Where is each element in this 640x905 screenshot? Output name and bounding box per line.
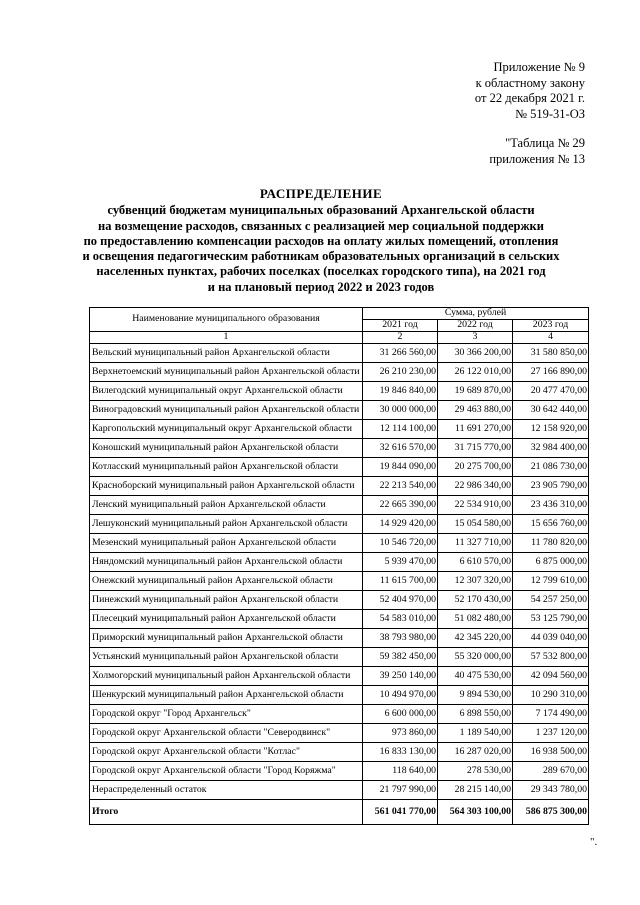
- heading-line-5: населенных пунктах, рабочих поселках (поселках городского типа), на 2021 год: [96, 264, 546, 279]
- cell-2023: 16 938 500,00: [513, 743, 589, 762]
- cell-2021: 26 210 230,00: [363, 363, 438, 382]
- cell-2023: 12 799 610,00: [513, 572, 589, 591]
- appendix-number: Приложение № 9: [493, 60, 585, 74]
- cell-2022: 28 215 140,00: [438, 781, 513, 800]
- cell-2021: 12 114 100,00: [363, 420, 438, 439]
- header-sum: Сумма, рублей: [363, 308, 589, 320]
- cell-name: Виноградовский муниципальный район Архангельской области: [90, 401, 363, 420]
- cell-name: Каргопольский муниципальный округ Архангельской области: [90, 420, 363, 439]
- cell-name: Шенкурский муниципальный район Архангельской области: [90, 686, 363, 705]
- cell-2023: 6 875 000,00: [513, 553, 589, 572]
- cell-2022: 278 530,00: [438, 762, 513, 781]
- table-row: [90, 515, 589, 534]
- cell-name: Плесецкий муниципальный район Архангельской области: [90, 610, 363, 629]
- document-title: РАСПРЕДЕЛЕНИЕ: [259, 186, 383, 201]
- cell-2022: 1 189 540,00: [438, 724, 513, 743]
- appendix-date: от 22 декабря 2021 г.: [474, 91, 585, 105]
- cell-2023: 30 642 440,00: [513, 401, 589, 420]
- heading-line-4: и освещения педагогическим работникам образовательных организаций в сельских: [82, 249, 560, 264]
- column-number: 3: [438, 332, 513, 344]
- table-row: [90, 743, 589, 762]
- table-row: [90, 458, 589, 477]
- cell-name: Пинежский муниципальный район Архангельской области: [90, 591, 363, 610]
- cell-2022: 22 986 340,00: [438, 477, 513, 496]
- cell-name: Нераспределенный остаток: [90, 781, 363, 800]
- table-row: [90, 610, 589, 629]
- cell-2021: 19 844 090,00: [363, 458, 438, 477]
- cell-2022: 20 275 700,00: [438, 458, 513, 477]
- total-2022: 564 303 100,00: [438, 800, 513, 825]
- column-number: 1: [90, 332, 363, 344]
- cell-2021: 59 382 450,00: [363, 648, 438, 667]
- cell-2023: 10 290 310,00: [513, 686, 589, 705]
- document-heading: [62, 186, 580, 295]
- cell-2023: 32 984 400,00: [513, 439, 589, 458]
- cell-2021: 31 266 560,00: [363, 344, 438, 363]
- cell-2023: 57 532 800,00: [513, 648, 589, 667]
- header-year-2022: 2022 год: [438, 320, 513, 332]
- table-row: [90, 572, 589, 591]
- cell-2023: 29 343 780,00: [513, 781, 589, 800]
- table-row: [90, 629, 589, 648]
- cell-2023: 42 094 560,00: [513, 667, 589, 686]
- cell-2021: 14 929 420,00: [363, 515, 438, 534]
- cell-name: Коношский муниципальный район Архангельской области: [90, 439, 363, 458]
- cell-2023: 53 125 790,00: [513, 610, 589, 629]
- appendix-law-number: № 519-31-ОЗ: [515, 106, 585, 121]
- appendix-reference: приложения № 13: [489, 151, 585, 166]
- cell-2021: 39 250 140,00: [363, 667, 438, 686]
- cell-2023: 23 436 310,00: [513, 496, 589, 515]
- heading-line-3: по предоставлению компенсации расходов на оплату жилых помещений, отопления: [83, 233, 559, 248]
- distribution-table: [89, 307, 589, 825]
- total-2023: 586 875 300,00: [513, 800, 589, 825]
- cell-2022: 16 287 020,00: [438, 743, 513, 762]
- cell-name: Городской округ Архангельской области "Северодвинск": [90, 724, 363, 743]
- cell-name: Верхнетоемский муниципальный район Архангельской области: [90, 363, 363, 382]
- cell-2023: 27 166 890,00: [513, 363, 589, 382]
- table-row: [90, 762, 589, 781]
- table-row: [90, 781, 589, 800]
- header-year-2021: 2021 год: [363, 320, 438, 332]
- cell-2022: 15 054 580,00: [438, 515, 513, 534]
- table-row: [90, 439, 589, 458]
- cell-name: Красноборский муниципальный район Архангельской области: [90, 477, 363, 496]
- cell-name: Вилегодский муниципальный округ Архангельской области: [90, 382, 363, 401]
- table-row: [90, 591, 589, 610]
- total-row: [90, 800, 589, 825]
- cell-name: Городской округ Архангельской области "Город Коряжма": [90, 762, 363, 781]
- cell-2022: 22 534 910,00: [438, 496, 513, 515]
- cell-2021: 54 583 010,00: [363, 610, 438, 629]
- cell-2022: 11 691 270,00: [438, 420, 513, 439]
- table-row: [90, 401, 589, 420]
- appendix-law: к областному закону: [475, 75, 585, 90]
- cell-2021: 21 797 990,00: [363, 781, 438, 800]
- column-number: 4: [513, 332, 589, 344]
- cell-name: Вельский муниципальный район Архангельской области: [90, 344, 363, 363]
- cell-2022: 51 082 480,00: [438, 610, 513, 629]
- cell-2022: 6 610 570,00: [438, 553, 513, 572]
- cell-name: Холмогорский муниципальный район Архангельской области: [90, 667, 363, 686]
- cell-2021: 973 860,00: [363, 724, 438, 743]
- total-2021: 561 041 770,00: [363, 800, 438, 825]
- cell-2022: 11 327 710,00: [438, 534, 513, 553]
- cell-name: Онежский муниципальный район Архангельской области: [90, 572, 363, 591]
- cell-2022: 55 320 000,00: [438, 648, 513, 667]
- cell-name: Котласский муниципальный район Архангельской области: [90, 458, 363, 477]
- table-row: [90, 686, 589, 705]
- cell-2021: 10 546 720,00: [363, 534, 438, 553]
- cell-name: Лешуконский муниципальный район Архангельской области: [90, 515, 363, 534]
- cell-2023: 44 039 040,00: [513, 629, 589, 648]
- header-year-2023: 2023 год: [513, 320, 589, 332]
- heading-line-1: субвенций бюджетам муниципальных образований Архангельской области: [107, 203, 535, 218]
- cell-2023: 23 905 790,00: [513, 477, 589, 496]
- cell-2022: 31 715 770,00: [438, 439, 513, 458]
- cell-2021: 118 640,00: [363, 762, 438, 781]
- cell-2023: 15 656 760,00: [513, 515, 589, 534]
- cell-2021: 52 404 970,00: [363, 591, 438, 610]
- cell-2021: 38 793 980,00: [363, 629, 438, 648]
- cell-2023: 20 477 470,00: [513, 382, 589, 401]
- cell-name: Няндомский муниципальный район Архангельской области: [90, 553, 363, 572]
- table-row: [90, 382, 589, 401]
- appendix-gap: [385, 122, 585, 136]
- cell-2022: 26 122 010,00: [438, 363, 513, 382]
- cell-2022: 12 307 320,00: [438, 572, 513, 591]
- cell-2022: 40 475 530,00: [438, 667, 513, 686]
- table-row: [90, 496, 589, 515]
- table-row: [90, 420, 589, 439]
- cell-2022: 9 894 530,00: [438, 686, 513, 705]
- cell-2023: 54 257 250,00: [513, 591, 589, 610]
- cell-2023: 31 580 850,00: [513, 344, 589, 363]
- header-name: Наименование муниципального образования: [90, 308, 363, 332]
- cell-2023: 11 780 820,00: [513, 534, 589, 553]
- cell-2023: 21 086 730,00: [513, 458, 589, 477]
- cell-2023: 7 174 490,00: [513, 705, 589, 724]
- cell-name: Городской округ "Город Архангельск": [90, 705, 363, 724]
- table-row: [90, 648, 589, 667]
- total-label: Итого: [90, 800, 363, 825]
- cell-name: Мезенский муниципальный район Архангельской области: [90, 534, 363, 553]
- cell-2022: 6 898 550,00: [438, 705, 513, 724]
- table-row: [90, 344, 589, 363]
- cell-2021: 22 213 540,00: [363, 477, 438, 496]
- cell-2023: 12 158 920,00: [513, 420, 589, 439]
- table-row: [90, 363, 589, 382]
- cell-name: Устьянский муниципальный район Архангельской области: [90, 648, 363, 667]
- closing-quote: ".: [590, 836, 598, 848]
- table-row: [90, 477, 589, 496]
- cell-2023: 1 237 120,00: [513, 724, 589, 743]
- heading-line-6: и на плановый период 2022 и 2023 годов: [207, 279, 435, 294]
- cell-2021: 22 665 390,00: [363, 496, 438, 515]
- table-row: [90, 705, 589, 724]
- cell-2021: 30 000 000,00: [363, 401, 438, 420]
- cell-name: Городской округ Архангельской области "Котлас": [90, 743, 363, 762]
- cell-2021: 11 615 700,00: [363, 572, 438, 591]
- cell-2022: 52 170 430,00: [438, 591, 513, 610]
- cell-2021: 10 494 970,00: [363, 686, 438, 705]
- cell-2021: 32 616 570,00: [363, 439, 438, 458]
- cell-2022: 19 689 870,00: [438, 382, 513, 401]
- table-row: [90, 553, 589, 572]
- table-row: [90, 667, 589, 686]
- cell-2021: 16 833 130,00: [363, 743, 438, 762]
- column-number: 2: [363, 332, 438, 344]
- table-row: [90, 534, 589, 553]
- cell-2021: 5 939 470,00: [363, 553, 438, 572]
- appendix-block: [385, 60, 585, 167]
- table-reference: "Таблица № 29: [505, 136, 585, 150]
- heading-line-2: на возмещение расходов, связанных с реализацией мер социальной поддержки: [98, 218, 544, 233]
- cell-2023: 289 670,00: [513, 762, 589, 781]
- cell-2021: 19 846 840,00: [363, 382, 438, 401]
- cell-2022: 42 345 220,00: [438, 629, 513, 648]
- cell-2022: 30 366 200,00: [438, 344, 513, 363]
- cell-2022: 29 463 880,00: [438, 401, 513, 420]
- table-row: [90, 724, 589, 743]
- cell-name: Ленский муниципальный район Архангельской области: [90, 496, 363, 515]
- cell-2021: 6 600 000,00: [363, 705, 438, 724]
- cell-name: Приморский муниципальный район Архангельской области: [90, 629, 363, 648]
